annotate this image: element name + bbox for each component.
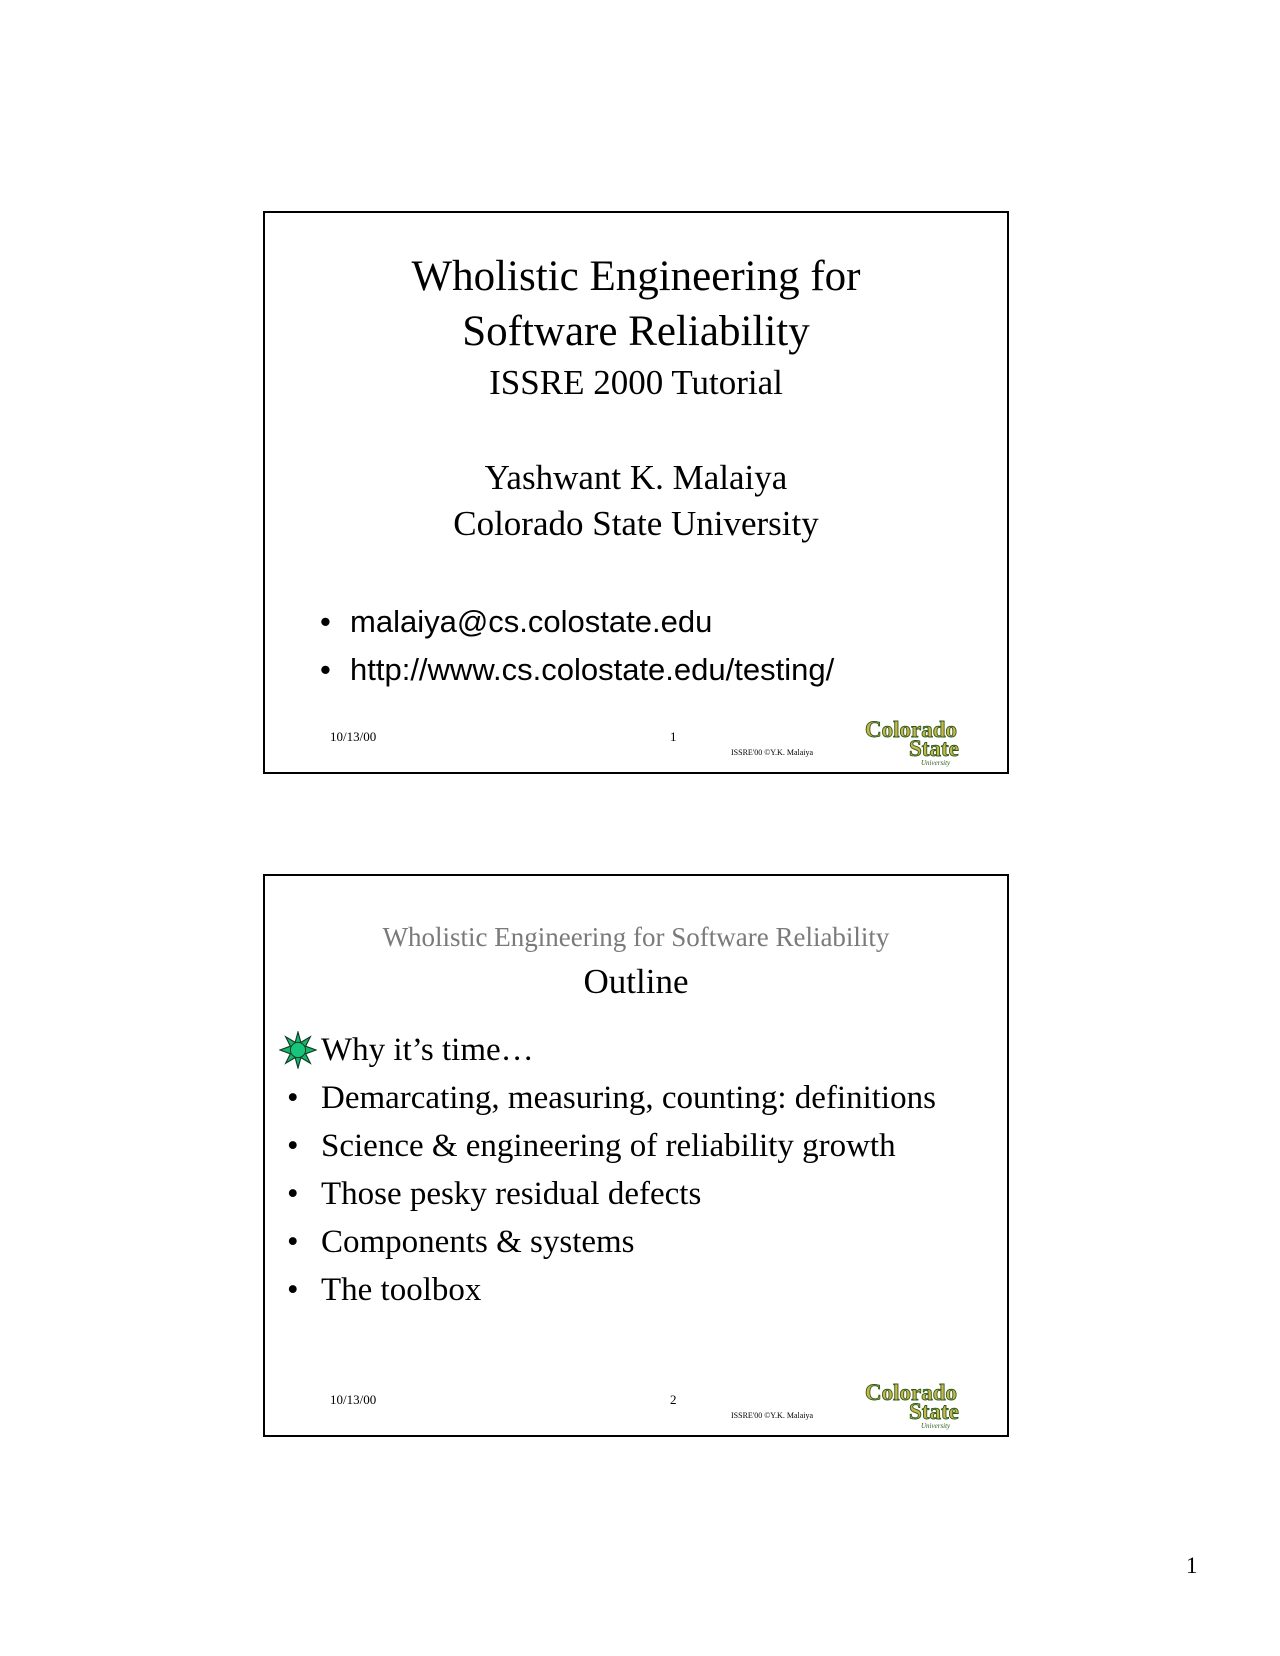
slide-title: Wholistic Engineering for Software Reliability bbox=[411, 253, 861, 355]
footer-date: 10/13/00 bbox=[330, 1392, 377, 1407]
logo-word-university: University bbox=[921, 759, 951, 767]
colorado-state-logo bbox=[863, 717, 973, 767]
slide-subtitle: ISSRE 2000 Tutorial bbox=[489, 363, 783, 402]
contact-url: • http://www.cs.colostate.edu/testing/ bbox=[320, 646, 834, 694]
slide-number: 1 bbox=[670, 729, 677, 744]
colorado-state-logo bbox=[863, 1380, 973, 1430]
logo-word-university: University bbox=[921, 1422, 951, 1430]
contact-email: • malaiya@cs.colostate.edu bbox=[320, 598, 834, 646]
slide-header: Wholistic Engineering for Software Reliability bbox=[382, 922, 890, 952]
list-item: • Demarcating, measuring, counting: definitions bbox=[287, 1080, 936, 1116]
list-item: • The toolbox bbox=[287, 1272, 482, 1308]
page-number: 1 bbox=[1186, 1553, 1198, 1578]
logo-word-state: State bbox=[909, 1399, 959, 1424]
list-item: • Components & systems bbox=[287, 1224, 635, 1260]
slide-1 bbox=[263, 211, 1009, 774]
author-name: Yashwant K. Malaiya bbox=[484, 458, 788, 497]
logo-word-state: State bbox=[909, 736, 959, 761]
list-item: • Those pesky residual defects bbox=[287, 1176, 702, 1212]
list-item: • Science & engineering of reliability growth bbox=[287, 1128, 896, 1164]
logo-word-colorado: Colorado bbox=[865, 717, 957, 742]
footer-copyright: ISSRE'00 ©Y.K. Malaiya bbox=[731, 748, 814, 757]
institution-name: Colorado State University bbox=[453, 504, 819, 543]
logo-word-colorado: Colorado bbox=[865, 1380, 957, 1405]
star-icon bbox=[279, 1031, 317, 1069]
slide-number: 2 bbox=[670, 1392, 677, 1407]
outline-list bbox=[287, 1026, 936, 1314]
slide-title: Outline bbox=[583, 962, 689, 1001]
slide-2 bbox=[263, 874, 1009, 1437]
list-item-active: Why it’s time… bbox=[287, 1026, 936, 1074]
footer-date: 10/13/00 bbox=[330, 729, 377, 744]
contact-list bbox=[320, 598, 834, 694]
footer-copyright: ISSRE'00 ©Y.K. Malaiya bbox=[731, 1411, 814, 1420]
